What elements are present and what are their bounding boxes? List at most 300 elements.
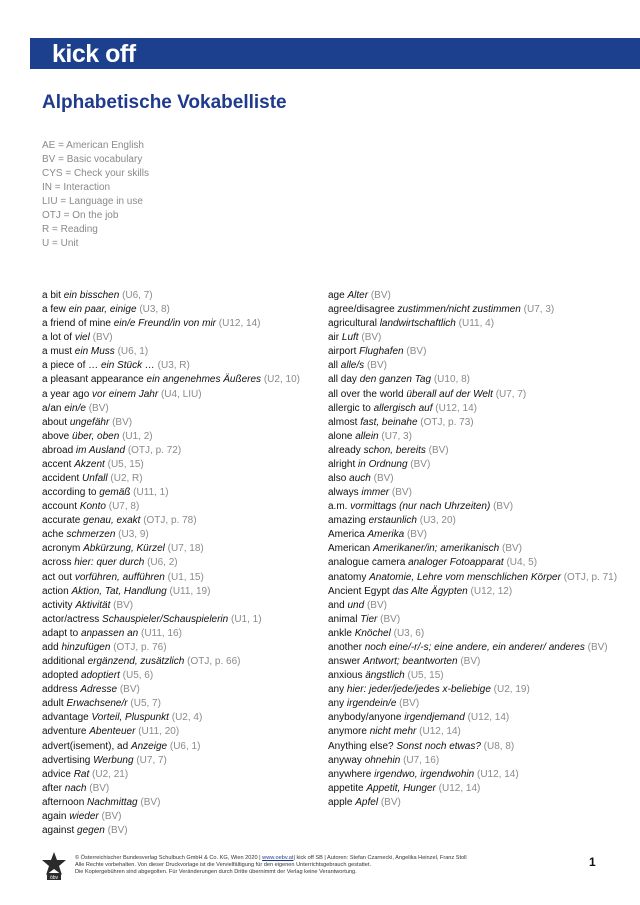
vocab-english: always [328,487,359,499]
vocab-german: ergänzend, zusätzlich [87,656,185,668]
vocab-entry [42,430,312,444]
vocab-english: a year ago [42,388,90,400]
vocab-english: address [42,684,78,696]
vocab-reference: (BV) [140,796,161,808]
abbreviation-item: U = Unit [42,238,79,249]
vocab-entry [328,345,618,359]
vocab-reference: (U11, 4) [458,318,495,330]
vocab-reference: (BV) [410,458,431,470]
vocab-entry [42,754,312,768]
vocab-entry [328,768,618,782]
abbreviation-item: AE = American English [42,140,144,151]
vocab-reference: (BV) [112,416,133,428]
vocab-german: Sonst noch etwas? [396,740,481,752]
vocab-german: ein/e [64,402,86,414]
vocab-reference: (U12, 14) [477,768,519,780]
vocab-english: adventure [42,726,87,738]
vocab-entry [42,402,312,416]
vocab-reference: (U2, R) [110,473,143,485]
page-title: Alphabetische Vokabelliste [42,92,287,113]
vocab-reference: (U1, 1) [231,613,262,625]
vocab-entry [42,725,312,739]
vocab-german: ungefähr [69,416,110,428]
vocab-entry [328,388,618,402]
vocab-entry [328,289,618,303]
vocab-entry [328,725,618,739]
vocab-english: anywhere [328,768,372,780]
vocab-german: hinzufügen [61,641,111,653]
vocab-reference: (BV) [587,641,608,653]
vocab-german: zustimmen/nicht zustimmen [397,304,521,316]
vocab-english: abroad [42,444,74,456]
vocab-german: Aktion, Tat, Handlung [71,585,167,597]
vocab-english: a/an [42,402,62,414]
vocab-english: anybody/anyone [328,712,402,724]
vocab-entry [42,782,312,796]
vocab-german: Vorteil, Pluspunkt [91,712,169,724]
vocab-reference: (BV) [366,599,387,611]
vocab-german: ein bisschen [63,290,120,301]
vocab-german: Adresse [80,684,118,696]
vocab-english: advantage [42,712,89,724]
vocab-german: alle/s [340,360,365,372]
vocab-reference: (U3, R) [157,360,190,372]
vocab-entry [328,571,618,585]
vocab-english: answer [328,656,361,668]
vocab-german: Anzeige [130,740,168,752]
vocab-entry [328,754,618,768]
vocab-entry [42,711,312,725]
vocab-german: Anatomie, Lehre vom menschlichen Körper [369,571,561,583]
vocab-reference: (U12, 14) [435,402,477,414]
footer-rights: Alle Rechte vorbehalten. Von dieser Druckvorlage ist die Vervielfältigung für den eigenen Unterrichtsgebrauch gestattet. [75,861,372,868]
vocab-entry [42,669,312,683]
vocab-german: vormittags (nur nach Uhrzeiten) [350,501,491,513]
vocab-entry [328,373,618,387]
vocab-entry [328,627,618,641]
vocab-german: allein [355,430,379,442]
vocab-german: Erwachsene/r [66,698,128,710]
vocab-entry [328,782,618,796]
vocab-german: Antwort; beantworten [363,656,458,668]
vocab-reference: (U6, 2) [147,557,178,569]
vocab-reference: (BV) [101,810,122,822]
vocab-reference: (BV) [380,613,401,625]
vocab-column-right [328,289,618,810]
vocab-english: Anything else? [328,740,394,752]
vocab-entry [42,655,312,669]
vocab-reference: (U7, 16) [403,754,440,766]
vocab-reference: (U2, 21) [92,768,129,780]
vocab-entry [328,500,618,514]
vocab-english: ankle [328,627,352,639]
vocab-english: all [328,360,339,372]
vocab-entry [42,824,312,838]
vocab-german: Schauspieler/Schauspielerin [102,613,229,625]
vocab-german: immer [361,487,390,499]
vocab-entry [328,796,618,810]
vocab-english: add [42,641,59,653]
vocab-reference: (U12, 12) [470,585,513,597]
vocab-german: irgendein/e [346,698,397,710]
vocab-reference: (OTJ, p. 78) [143,515,197,527]
vocab-english: all over the world [328,388,404,400]
abbreviation-item: IN = Interaction [42,182,111,193]
vocab-german: landwirtschaftlich [379,318,456,330]
vocab-reference: (U8, 8) [483,740,515,752]
vocab-entry [328,697,618,711]
vocab-reference: (U12, 14) [419,726,461,738]
vocab-english: age [328,290,345,301]
vocab-english: action [42,585,69,597]
vocab-german: Nachmittag [87,796,138,808]
vocab-german: Luft [341,332,359,344]
vocab-english: anymore [328,726,367,738]
footer-copyright-text: © Österreichischer Bundesverlag Schulbuch GmbH & Co. KG, Wien 2020 | [75,855,261,861]
vocab-reference: (OTJ, p. 71) [563,571,618,583]
vocab-german: adoptiert [80,670,120,682]
vocab-english: anxious [328,670,363,682]
vocab-reference: (U5, 6) [122,670,154,682]
vocab-entry [42,556,312,570]
vocab-english: afternoon [42,796,85,808]
vocab-english: above [42,430,70,442]
vocab-reference: (OTJ, p. 76) [113,641,167,653]
vocab-german: Abenteuer [89,726,136,738]
vocab-reference: (BV) [406,346,427,358]
vocab-reference: (BV) [370,290,391,301]
vocab-reference: (U3, 8) [139,304,170,316]
vocab-english: against [42,824,75,836]
vocab-reference: (U11, 20) [138,726,180,738]
vocab-reference: (BV) [428,444,449,456]
vocab-entry [328,528,618,542]
vocab-entry [328,669,618,683]
vocab-reference: (BV) [380,796,401,808]
vocab-entry [328,331,618,345]
vocab-reference: (BV) [361,332,382,344]
footer-copyright [75,855,467,876]
vocab-entry [42,542,312,556]
vocab-entry [42,373,312,387]
vocab-german: ein Stück … [100,360,155,372]
vocab-english: adopted [42,670,79,682]
vocab-english: about [42,416,68,428]
vocab-english: air [328,332,340,344]
footer-authors: | kick off SB | Autoren: Stefan Czarnecki, Angelika Heinzel, Franz Stoll [293,855,467,861]
brand-logo: kick off [52,40,136,68]
vocab-entry [328,444,618,458]
vocab-entry [42,697,312,711]
vocab-german: ein paar, einige [68,304,137,316]
vocab-reference: (BV) [113,599,134,611]
vocab-german: analoger Fotoapparat [408,557,504,569]
vocab-entry [328,740,618,754]
vocab-reference: (BV) [366,360,387,372]
vocab-german: wieder [69,810,99,822]
vocab-german: nicht mehr [369,726,417,738]
vocab-english: accident [42,473,80,485]
vocab-german: im Ausland [75,444,126,456]
vocab-reference: (U6, 1) [117,346,149,358]
vocab-reference: (U3, 9) [118,529,149,541]
vocab-reference: (U7, 7) [495,388,527,400]
vocab-german: schmerzen [66,529,116,541]
vocab-english: advertising [42,754,91,766]
vocab-german: gegen [77,824,105,836]
vocab-column-left [42,289,312,838]
vocab-entry [42,810,312,824]
vocab-reference: (BV) [406,529,427,541]
vocab-german: viel [74,332,90,344]
vocab-reference: (BV) [92,332,113,344]
svg-text:öbv: öbv [49,875,59,881]
abbreviation-list [42,139,149,251]
vocab-reference: (OTJ, p. 73) [420,416,474,428]
vocab-reference: (U12, 14) [467,712,510,724]
vocab-english: accurate [42,515,81,527]
vocab-german: irgendjemand [404,712,465,724]
vocab-english: anyway [328,754,362,766]
vocab-reference: (BV) [391,487,412,499]
vocab-german: vor einem Jahr [92,388,159,400]
vocab-entry [328,556,618,570]
publisher-link[interactable]: www.oebv.at [262,855,294,861]
vocab-entry [328,641,618,655]
vocab-english: ache [42,529,64,541]
vocab-english: a few [42,304,66,316]
vocab-reference: (U1, 2) [122,430,153,442]
vocab-german: auch [349,473,371,485]
vocab-entry [42,585,312,599]
vocab-reference: (U11, 1) [133,487,169,499]
vocab-reference: (OTJ, p. 72) [127,444,182,456]
vocab-entry [42,500,312,514]
vocab-reference: (U5, 15) [107,458,144,470]
vocab-reference: (BV) [501,543,522,555]
vocab-entry [42,331,312,345]
vocab-german: Aktivität [75,599,111,611]
vocab-entry [328,542,618,556]
vocab-reference: (U7, 3) [381,430,412,442]
vocab-german: Amerikaner/in; amerikanisch [373,543,500,555]
vocab-entry [42,388,312,402]
vocab-reference: (U2, 19) [493,684,530,696]
vocab-reference: (BV) [399,698,420,710]
vocab-german: vorführen, aufführen [74,571,165,583]
vocab-entry [42,472,312,486]
vocab-german: das Alte Ägypten [392,585,468,597]
vocab-english: also [328,473,347,485]
vocab-entry [42,599,312,613]
vocab-german: in Ordnung [358,458,408,470]
vocab-reference: (BV) [88,402,109,414]
abbreviation-item: OTJ = On the job [42,210,119,221]
vocab-reference: (BV) [460,656,481,668]
vocab-reference: (BV) [119,684,140,696]
vocab-entry [42,571,312,585]
vocab-english: anatomy [328,571,367,583]
vocab-reference: (U11, 16) [141,627,182,639]
vocab-entry [328,613,618,627]
vocab-entry [328,416,618,430]
vocab-entry [328,359,618,373]
vocab-english: agricultural [328,318,377,330]
vocab-german: Apfel [355,796,379,808]
vocab-reference: (U3, 6) [393,627,425,639]
vocab-english: after [42,782,63,794]
vocab-reference: (BV) [107,824,128,836]
vocab-entry [42,345,312,359]
vocab-entry [42,613,312,627]
vocab-reference: (U2, 4) [171,712,203,724]
vocab-english: and [328,599,345,611]
vocab-german: genau, exakt [83,515,141,527]
vocab-german: hier: quer durch [74,557,145,569]
vocab-german: und [347,599,365,611]
vocab-entry [328,655,618,669]
vocab-german: ein Muss [74,346,115,358]
vocab-reference: (U1, 15) [167,571,204,583]
vocab-entry [42,627,312,641]
vocab-english: act out [42,571,73,583]
vocab-entry [328,472,618,486]
vocab-reference: (OTJ, p. 66) [187,656,241,668]
vocab-entry [42,796,312,810]
vocab-reference: (U6, 1) [169,740,201,752]
vocab-english: allergic to [328,402,371,414]
vocab-reference: (U5, 15) [407,670,444,682]
vocab-english: agree/disagree [328,304,395,316]
vocab-german: hier: jeder/jede/jedes x-beliebige [346,684,491,696]
vocab-entry [328,402,618,416]
vocab-entry [328,585,618,599]
vocab-english: adult [42,698,64,710]
vocab-entry [42,528,312,542]
vocab-reference: (U7, 18) [167,543,204,555]
vocab-entry [328,599,618,613]
vocab-english: acronym [42,543,81,555]
vocab-entry [42,317,312,331]
vocab-reference: (U3, 20) [419,515,456,527]
vocab-german: noch eine/-r/-s; eine andere, ein anderer/ anderes [364,641,585,653]
vocab-german: über, oben [72,430,120,442]
vocab-german: Flughafen [359,346,404,358]
vocab-entry [42,458,312,472]
vocab-reference: (U10, 8) [433,374,470,386]
vocab-german: erstaunlich [368,515,417,527]
vocab-english: animal [328,613,358,625]
vocab-german: Knöchel [354,627,391,639]
vocab-entry [328,303,618,317]
vocab-german: allergisch auf [373,402,433,414]
vocab-english: according to [42,487,97,499]
vocab-reference: (U7, 7) [136,754,167,766]
abbreviation-item: CYS = Check your skills [42,168,149,179]
footer-disclaimer: Die Kopiergebühren sind abgegolten. Für Veränderungen durch Dritte übernimmt der Verlag keine Verantwortung. [75,868,357,875]
vocab-english: again [42,810,67,822]
vocab-german: fast, beinahe [360,416,418,428]
vocab-reference: (U4, LIU) [160,388,202,400]
vocab-english: a bit [42,290,61,301]
vocab-english: a piece of … [42,360,99,372]
vocab-german: nach [64,782,87,794]
vocab-english: almost [328,416,358,428]
vocab-german: schon, bereits [363,444,426,456]
vocab-german: den ganzen Tag [359,374,432,386]
vocab-entry [42,444,312,458]
vocab-entry [42,289,312,303]
vocab-english: accent [42,458,72,470]
abbreviation-item: R = Reading [42,224,98,235]
vocab-entry [328,486,618,500]
vocab-english: American [328,543,371,555]
vocab-entry [328,458,618,472]
vocab-english: adapt to [42,627,79,639]
vocab-english: advice [42,768,71,780]
vocab-german: Appetit, Hunger [366,782,436,794]
vocab-entry [328,430,618,444]
vocab-english: America [328,529,365,541]
vocab-english: already [328,444,361,456]
vocab-entry [42,740,312,754]
abbreviation-item: LIU = Language in use [42,196,143,207]
vocab-german: Amerika [367,529,405,541]
vocab-english: any [328,698,345,710]
vocab-english: all day [328,374,357,386]
vocab-entry [42,768,312,782]
vocab-reference: (U6, 7) [122,290,153,301]
abbreviation-item: BV = Basic vocabulary [42,154,143,165]
vocab-english: additional [42,656,85,668]
publisher-logo-icon [41,851,67,881]
vocab-reference: (U4, 5) [506,557,538,569]
vocab-reference: (BV) [89,782,110,794]
vocab-german: ohnehin [364,754,401,766]
vocab-entry [328,683,618,697]
vocab-entry [42,486,312,500]
page-number: 1 [589,855,596,869]
vocab-reference: (U12, 14) [438,782,481,794]
vocab-english: a.m. [328,501,348,513]
vocab-english: amazing [328,515,366,527]
vocab-reference: (U2, 10) [263,374,300,386]
vocab-german: Rat [73,768,90,780]
vocab-english: analogue camera [328,557,406,569]
vocab-english: another [328,641,362,653]
vocab-english: airport [328,346,357,358]
vocab-english: account [42,501,78,513]
vocab-reference: (BV) [493,501,514,513]
vocab-german: Unfall [82,473,108,485]
vocab-reference: (U7, 8) [108,501,140,513]
vocab-english: alright [328,458,356,470]
vocab-entry [328,317,618,331]
vocab-english: a must [42,346,73,358]
vocab-entry [42,416,312,430]
vocab-german: ein/e Freund/in von mir [113,318,216,330]
vocab-german: Werbung [93,754,134,766]
vocab-english: actor/actress [42,613,100,625]
vocab-german: Abkürzung, Kürzel [83,543,165,555]
vocab-english: appetite [328,782,364,794]
vocab-english: Ancient Egypt [328,585,390,597]
vocab-english: activity [42,599,73,611]
vocab-german: anpassen an [80,627,139,639]
vocab-entry [42,303,312,317]
vocab-entry [42,514,312,528]
vocab-german: Konto [79,501,106,513]
